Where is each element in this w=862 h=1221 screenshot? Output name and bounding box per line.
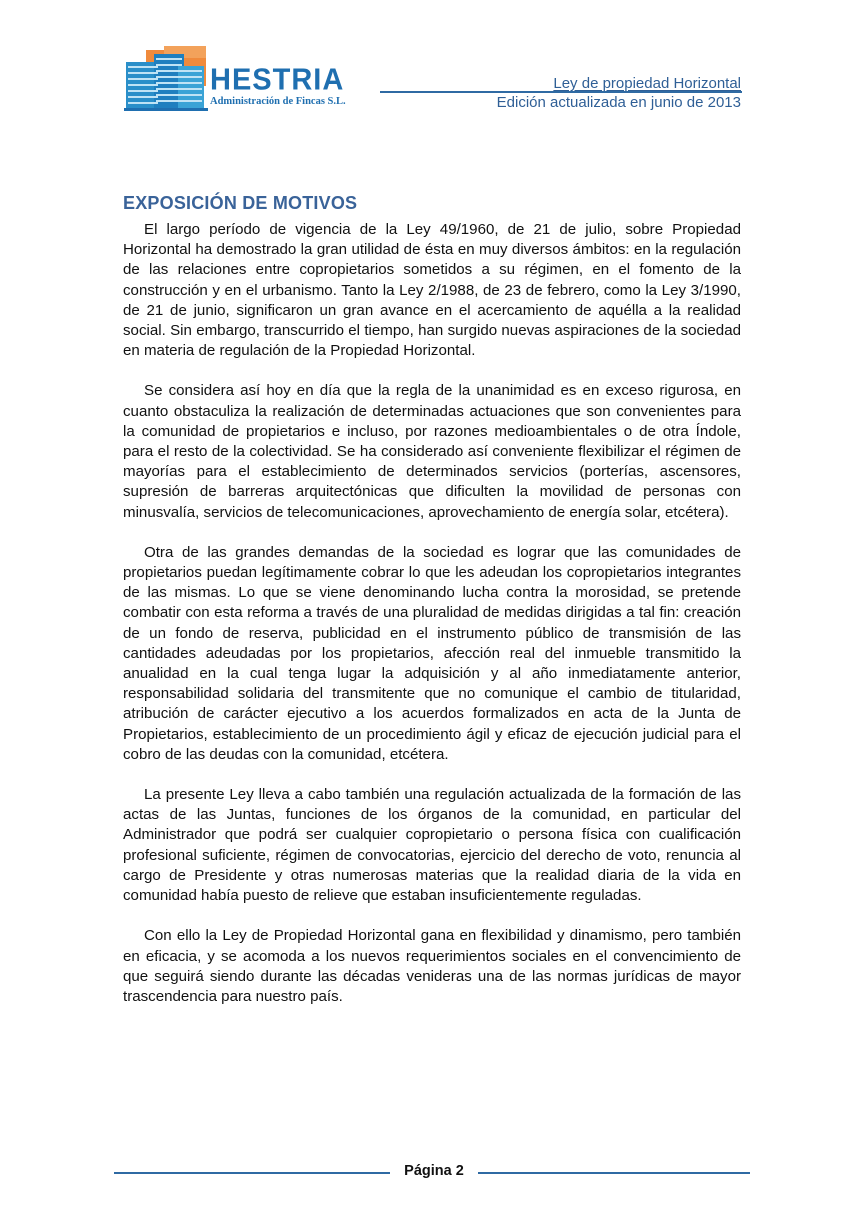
logo-name: HESTRIA xyxy=(210,63,345,97)
footer-divider-right xyxy=(478,1172,750,1174)
section-body xyxy=(123,220,741,1027)
page-number: Página 2 xyxy=(404,1163,464,1179)
building-logo-icon xyxy=(124,46,208,112)
body-paragraph: La presente Ley lleva a cabo también una regulación actualizada de la formación de las actas de las Juntas, funciones de los órganos de la comunidad, en particular del Administrador que podrá ser cualquier copropietario o persona física con cualificación profesional suficiente, régimen de convocatorias, ejercicio del derecho de voto, renuncia al cargo de Presidente y otras numerosas materias que la realidad diaria de la vida en comunidad había puesto de relieve que estaban insuficientemente reguladas. xyxy=(123,786,741,905)
document-title: Ley de propiedad Horizontal xyxy=(553,75,741,92)
section-heading: EXPOSICIÓN DE MOTIVOS xyxy=(123,193,358,213)
logo-subtitle: Administración de Fincas S.L. xyxy=(210,96,346,107)
body-paragraph: Con ello la Ley de Propiedad Horizontal gana en flexibilidad y dinamismo, pero también en eficacia, y se acomoda a los nuevos requerimientos sociales en el convencimiento de que seguirá siendo durante las décadas venideras una de las normas jurídicas de mayor trascendencia para nuestro país. xyxy=(123,927,741,1005)
footer-divider-left xyxy=(114,1172,390,1174)
body-paragraph: Otra de las grandes demandas de la sociedad es lograr que las comunidades de propietarios puedan legítimamente cobrar lo que les adeudan los copropietarios integrantes de las mismas. Lo que se viene denominando lucha contra la morosidad, se pretende combatir con esta reforma a través de una pluralidad de medidas dirigidas a tal fin: creación de un fondo de reserva, publicidad en el instrumento público de transmisión de las cantidades adeudadas por los propietarios, afección real del inmueble transmitido la anualidad en la cual tenga lugar la adquisición y al año inmediatamente anterior, responsabilidad solidaria del transmitente que no comunique el cambio de titularidad, atribución de carácter ejecutivo a los acuerdos formalizados en acta de la Junta de Propietarios, establecimiento de un procedimiento ágil y eficaz de ejecución judicial para el cobro de las deudas con la comunidad, etcétera. xyxy=(123,543,741,763)
body-paragraph: Se considera así hoy en día que la regla de la unanimidad es en exceso rigurosa, en cuanto obstaculiza la realización de determinadas actuaciones que son convenientes para la comunidad de propietarios e incluso, por razones medioambientales o de otra Índole, para el resto de la colectividad. Se ha considerado así conveniente flexibilizar el régimen de mayorías para el establecimiento de determinados servicios (porterías, ascensores, supresión de barreras arquitectónicas que dificulten la movilidad de personas con minusvalía, servicios de telecomunicaciones, aprovechamiento de energía solar, etcétera). xyxy=(123,382,741,521)
document-edition: Edición actualizada en junio de 2013 xyxy=(496,94,741,111)
company-logo xyxy=(124,46,374,112)
body-paragraph: El largo período de vigencia de la Ley 49/1960, de 21 de julio, sobre Propiedad Horizontal ha demostrado la gran utilidad de ésta en muy diversos ámbitos: en la regulación de las relaciones entre copropietarios sometidos a su régimen, en el fomento de la construcción y en el urbanismo. Tanto la Ley 2/1988, de 23 de febrero, como la Ley 3/1990, de 21 de junio, significaron un gran avance en el acercamiento de aquélla a la realidad social. Sin embargo, transcurrido el tiempo, han surgido nuevas aspiraciones de la sociedad en materia de regulación de la Propiedad Horizontal. xyxy=(123,221,741,360)
